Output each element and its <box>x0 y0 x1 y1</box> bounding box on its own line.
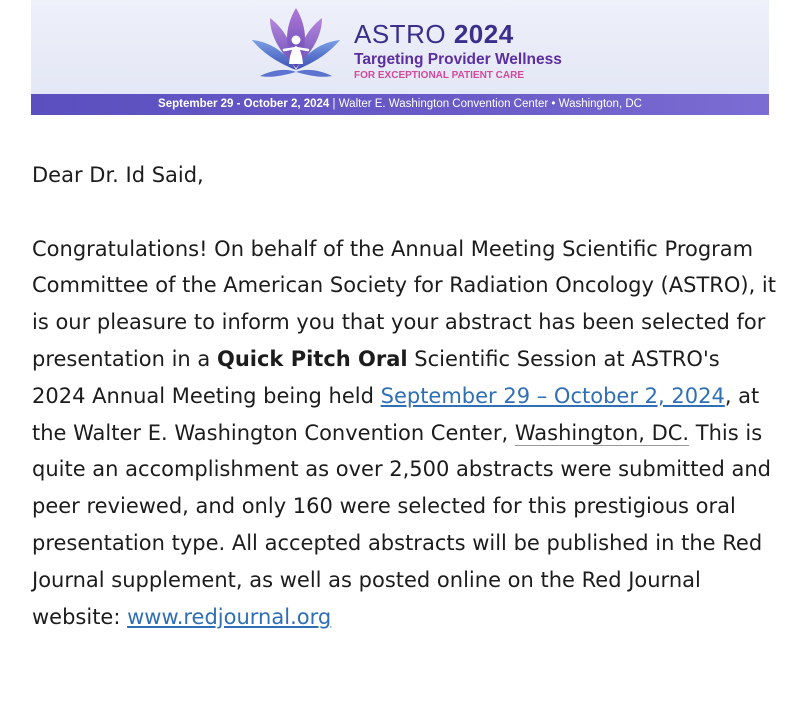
event-city: Washington, DC <box>558 98 642 110</box>
greeting: Dear Dr. Id Said, <box>32 163 204 187</box>
event-banner <box>31 0 769 115</box>
strip-separator: | <box>332 98 336 110</box>
strip-bullet: • <box>551 98 556 110</box>
event-dates: September 29 - October 2, 2024 <box>158 98 330 110</box>
banner-subtagline: FOR EXCEPTIONAL PATIENT CARE <box>354 70 525 81</box>
banner-date-strip <box>31 94 769 115</box>
lotus-flower-icon <box>246 0 346 95</box>
brand-title: ASTRO 2024 <box>354 19 514 49</box>
acceptance-paragraph: Congratulations! On behalf of the Annual Meeting Scientific Program Committee of the American Society for Radiation Oncology (ASTRO), it is our pleasure to inform you that your abstract has been selected for presentation in a Quick Pitch Oral Scientific Session at ASTRO's 2024 Annual Meeting being held September 29 – October 2, 2024, at the Walter E. Washington Convention Center, Washington, DC. This is quite an accomplishment as over 2,500 abstracts were submitted and peer reviewed, and only 160 were selected for this prestigious oral presentation type. All accepted abstracts will be published in the Red Journal supplement, as well as posted online on the Red Journal website: www.redjournal.org <box>32 236 777 629</box>
banner-tagline: Targeting Provider Wellness <box>354 51 562 68</box>
meeting-dates-link[interactable]: September 29 – October 2, 2024 <box>380 383 725 408</box>
event-venue: Walter E. Washington Convention Center <box>338 98 549 110</box>
email-body <box>32 157 777 635</box>
location-text: Washington, DC. <box>514 420 690 445</box>
redjournal-link[interactable]: www.redjournal.org <box>127 604 332 629</box>
session-type: Quick Pitch Oral <box>216 346 408 371</box>
